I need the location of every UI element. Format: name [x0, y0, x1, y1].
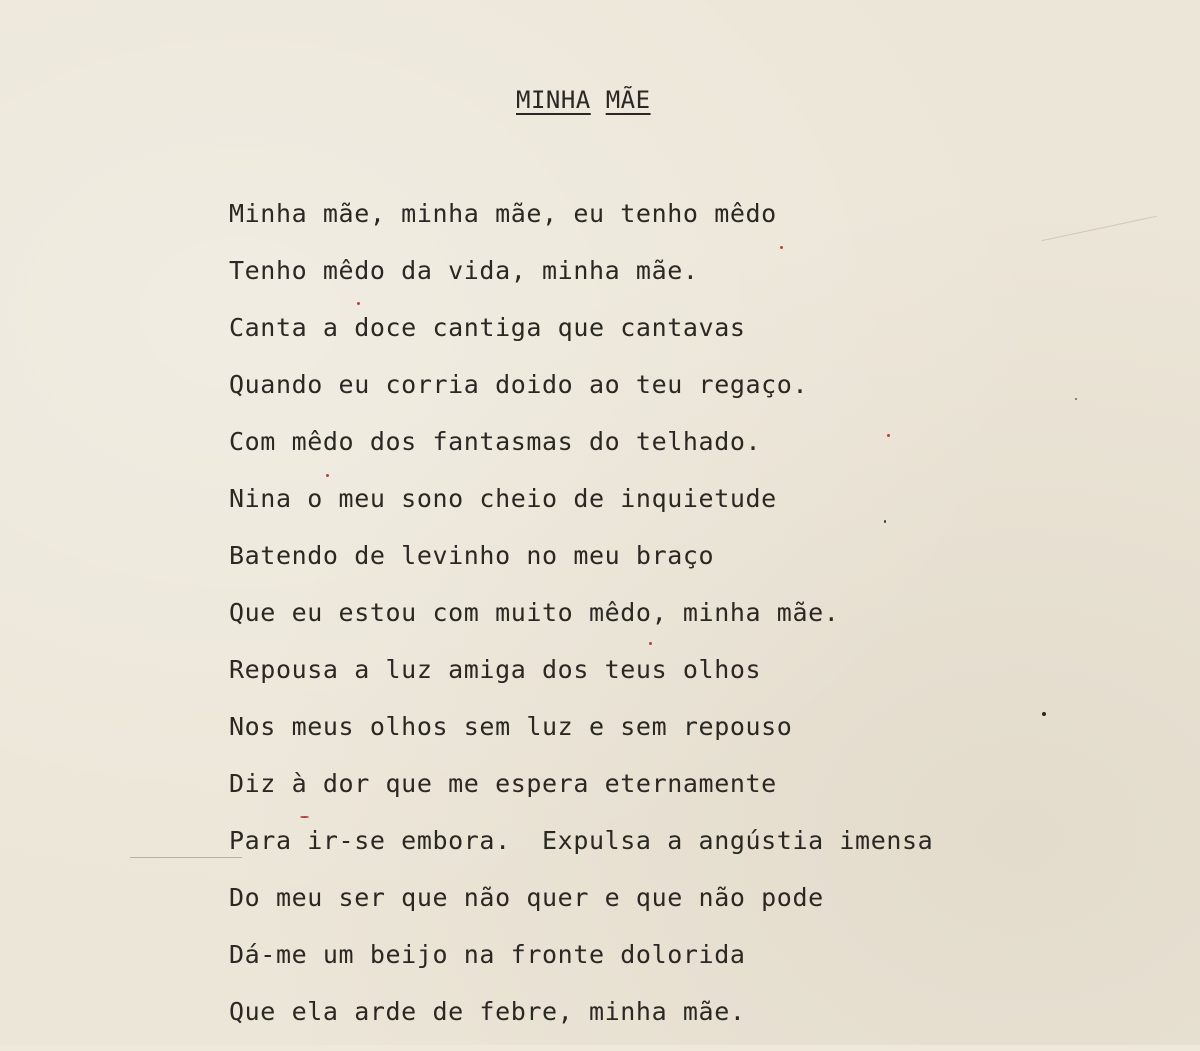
red-ink-speck [887, 434, 890, 437]
poem-line: Batendo de levinho no meu braço [229, 541, 715, 570]
ink-dot [1042, 712, 1046, 716]
poem-line: Minha mãe, minha mãe, eu tenho mêdo [229, 199, 777, 228]
poem-line: Para ir-se embora. Expulsa a angústia imensa [229, 826, 934, 855]
poem-line: Que eu estou com muito mêdo, minha mãe. [229, 598, 840, 627]
poem-line: Tenho mêdo da vida, minha mãe. [229, 256, 699, 285]
poem-line: Do meu ser que não quer e que não pode [229, 883, 824, 912]
poem-line: Nos meus olhos sem luz e sem repouso [229, 712, 793, 741]
red-ink-speck [780, 246, 783, 249]
poem-line: Diz à dor que me espera eternamente [229, 769, 777, 798]
poem-line: Repousa a luz amiga dos teus olhos [229, 655, 762, 684]
poem-body [229, 196, 933, 1051]
red-ink-speck [326, 474, 329, 477]
ink-dot [884, 520, 886, 523]
poem-line: Dá-me um beijo na fronte dolorida [229, 940, 746, 969]
poem-line: Que ela arde de febre, minha mãe. [229, 997, 746, 1026]
poem-line: Canta a doce cantiga que cantavas [229, 313, 746, 342]
poem-title [516, 86, 651, 114]
ink-dot [1075, 398, 1077, 400]
pencil-mark [1041, 216, 1157, 242]
pencil-mark [130, 857, 242, 858]
poem-line: Com mêdo dos fantasmas do telhado. [229, 427, 762, 456]
title-word: MINHA [516, 86, 591, 114]
red-ink-speck [649, 642, 652, 645]
red-ink-speck [357, 302, 360, 305]
title-word: MÃE [605, 86, 651, 114]
poem-line: Quando eu corria doido ao teu regaço. [229, 370, 809, 399]
red-ink-speck [300, 816, 309, 818]
poem-line: Nina o meu sono cheio de inquietude [229, 484, 777, 513]
